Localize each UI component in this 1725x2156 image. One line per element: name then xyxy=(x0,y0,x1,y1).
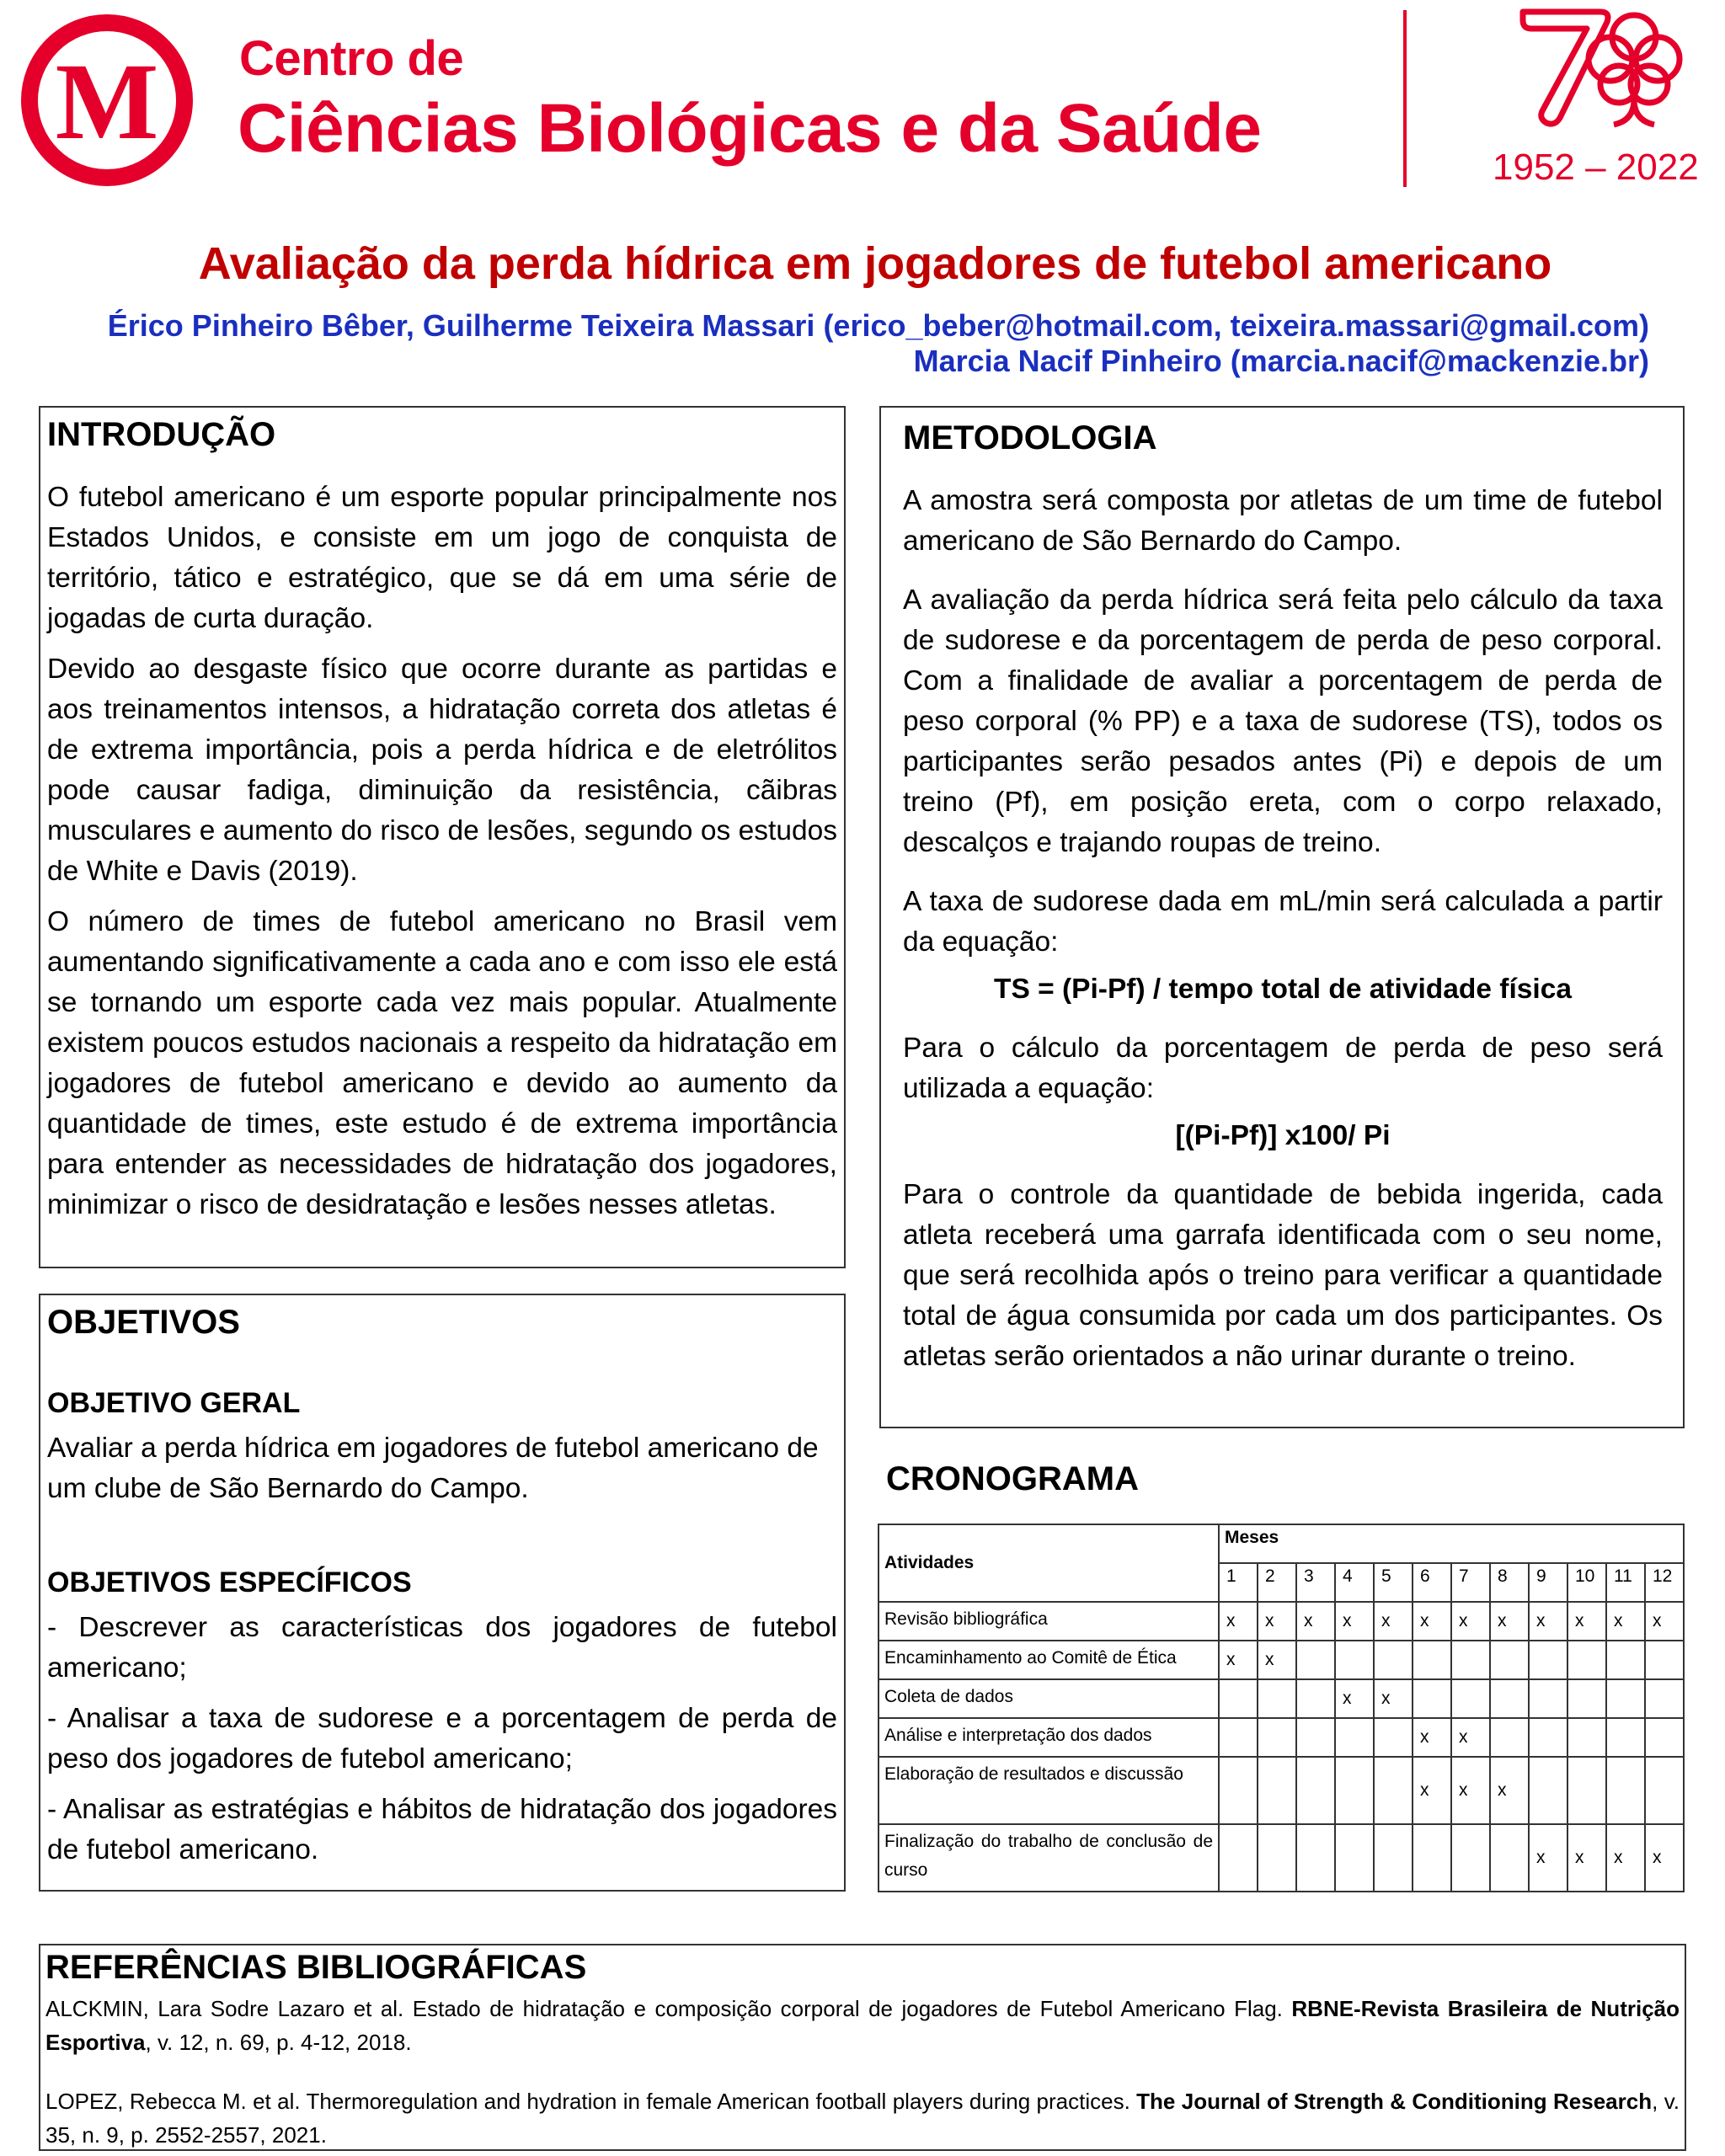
schedule-cell: x xyxy=(1219,1602,1258,1641)
introducao-paragraph: O futebol americano é um esporte popular principalmente nos Estados Unidos, e consiste em um jogo de conquista de território, tático e estratégico, que se dá em uma série de jogadas de curta duração. xyxy=(47,482,837,634)
reference-text: LOPEZ, Rebecca M. et al. Thermoregulation and hydration in female American football players during practices. xyxy=(45,2089,1137,2114)
metodologia-paragraph: Para o controle da quantidade de bebida ingerida, cada atleta receberá uma garrafa identificada com o seu nome, que será recolhida após o treino para verificar a quantidade total de água consumida por cada um dos participantes. Os atletas serão orientados a não urinar durante o treino. xyxy=(903,1179,1663,1372)
reference-item xyxy=(45,2084,1680,2152)
month-number: 4 xyxy=(1335,1563,1374,1602)
schedule-cell xyxy=(1258,1824,1296,1892)
cronograma-heading: CRONOGRAMA xyxy=(886,1460,1139,1497)
month-number: 10 xyxy=(1567,1563,1606,1602)
schedule-cell xyxy=(1374,1641,1413,1679)
schedule-cell: x xyxy=(1258,1602,1296,1641)
cronograma-row xyxy=(879,1757,1684,1824)
metodologia-paragraph: Para o cálculo da porcentagem de perda de peso será utilizada a equação: xyxy=(903,1033,1663,1104)
month-number: 2 xyxy=(1258,1563,1296,1602)
objetivo-geral-text: Avaliar a perda hídrica em jogadores de futebol americano de um clube de São Bernardo do Campo. xyxy=(47,1433,819,1504)
schedule-cell: x xyxy=(1374,1602,1413,1641)
reference-details: , v. 35, n. 9, p. 2552-2557, 2021. xyxy=(45,2089,1680,2148)
month-number: 7 xyxy=(1451,1563,1490,1602)
schedule-cell xyxy=(1645,1718,1684,1757)
schedule-cell: x xyxy=(1490,1757,1529,1824)
activities-header: Atividades xyxy=(879,1524,1219,1602)
objetivo-especifico-item: - Descrever as características dos jogadores de futebol americano; xyxy=(47,1612,837,1684)
schedule-cell: x xyxy=(1335,1679,1374,1718)
schedule-cell xyxy=(1413,1824,1451,1892)
schedule-cell xyxy=(1374,1824,1413,1892)
objetivo-especifico-item: - Analisar as estratégias e hábitos de hidratação dos jogadores de futebol americano. xyxy=(47,1794,837,1865)
metodologia-paragraph: A taxa de sudorese dada em mL/min será calculada a partir da equação: xyxy=(903,886,1663,958)
schedule-cell xyxy=(1296,1679,1335,1718)
schedule-cell: x xyxy=(1413,1757,1451,1824)
objetivos-section xyxy=(39,1294,846,1892)
logo-letter: M xyxy=(55,41,159,163)
schedule-cell xyxy=(1258,1679,1296,1718)
schedule-cell: x xyxy=(1413,1718,1451,1757)
poster-title: Avaliação da perda hídrica em jogadores de futebol americano xyxy=(198,238,1552,289)
schedule-cell: x xyxy=(1645,1824,1684,1892)
month-number: 6 xyxy=(1413,1563,1451,1602)
authors-line2: Marcia Nacif Pinheiro (marcia.nacif@mackenzie.br) xyxy=(913,344,1649,378)
introducao-paragraph: O número de times de futebol americano no Brasil vem aumentando significativamente a cada ano e com isso ele está se tornando um esporte cada vez mais popular. Atualmente existem poucos estudos nacionais a respeito da hidratação em jogadores de futebol americano e devido ao aumento da quantidade de times, este estudo é de extrema importância para entender as necessidades de hidratação dos jogadores, minimizar o risco de desidratação e lesões nesses atletas. xyxy=(47,906,837,1220)
schedule-cell: x xyxy=(1606,1824,1645,1892)
cronograma-row xyxy=(879,1718,1684,1757)
cronograma-row xyxy=(879,1679,1684,1718)
schedule-cell xyxy=(1490,1824,1529,1892)
schedule-cell: x xyxy=(1567,1824,1606,1892)
objetivo-geral-heading: OBJETIVO GERAL xyxy=(47,1387,301,1419)
reference-journal: RBNE-Revista Brasileira de Nutrição Esportiva xyxy=(45,1996,1680,2055)
schedule-cell xyxy=(1413,1641,1451,1679)
metodologia-paragraph: A amostra será composta por atletas de um time de futebol americano de São Bernardo do Campo. xyxy=(903,485,1663,557)
schedule-cell: x xyxy=(1258,1641,1296,1679)
institution-line2: Ciências Biológicas e da Saúde xyxy=(238,90,1262,167)
schedule-cell: x xyxy=(1219,1641,1258,1679)
schedule-cell xyxy=(1335,1641,1374,1679)
schedule-cell xyxy=(1451,1641,1490,1679)
activity-name: Finalização do trabalho de conclusão de curso xyxy=(879,1824,1219,1892)
schedule-cell xyxy=(1219,1757,1258,1824)
month-number: 1 xyxy=(1219,1563,1258,1602)
cronograma-row xyxy=(879,1641,1684,1679)
cronograma-row xyxy=(879,1602,1684,1641)
institution-line1: Centro de xyxy=(239,31,464,86)
objetivo-especifico-item: - Analisar a taxa de sudorese e a porcentagem de perda de peso dos jogadores de futebol americano; xyxy=(47,1703,837,1774)
schedule-cell xyxy=(1606,1757,1645,1824)
authors-line1: Érico Pinheiro Bêber, Guilherme Teixeira Massari (erico_beber@hotmail.com, teixeira.massari@gmail.com) xyxy=(107,308,1649,343)
weight-loss-equation: [(Pi-Pf)] x100/ Pi xyxy=(1175,1120,1391,1151)
schedule-cell xyxy=(1335,1718,1374,1757)
schedule-cell xyxy=(1529,1679,1567,1718)
schedule-cell xyxy=(1529,1641,1567,1679)
cronograma-row xyxy=(879,1824,1684,1892)
schedule-cell: x xyxy=(1451,1602,1490,1641)
schedule-cell xyxy=(1258,1718,1296,1757)
schedule-cell xyxy=(1296,1757,1335,1824)
activity-name: Elaboração de resultados e discussão xyxy=(879,1757,1219,1824)
schedule-cell xyxy=(1645,1757,1684,1824)
schedule-cell xyxy=(1567,1757,1606,1824)
referencias-heading: REFERÊNCIAS BIBLIOGRÁFICAS xyxy=(45,1949,587,1986)
schedule-cell: x xyxy=(1335,1602,1374,1641)
schedule-cell xyxy=(1413,1679,1451,1718)
schedule-cell xyxy=(1529,1718,1567,1757)
sweat-rate-equation: TS = (Pi-Pf) / tempo total de atividade física xyxy=(994,974,1572,1005)
schedule-cell xyxy=(1219,1718,1258,1757)
schedule-cell xyxy=(1606,1641,1645,1679)
mackenzie-logo-icon xyxy=(19,12,195,189)
schedule-cell xyxy=(1606,1679,1645,1718)
schedule-cell xyxy=(1567,1641,1606,1679)
reference-journal: The Journal of Strength & Conditioning Research xyxy=(1136,2089,1653,2114)
reference-text: ALCKMIN, Lara Sodre Lazaro et al. Estado de hidratação e composição corporal de jogadores de Futebol Americano Flag. xyxy=(45,1996,1292,2021)
referencias-section xyxy=(39,1944,1686,2151)
schedule-cell: x xyxy=(1413,1602,1451,1641)
schedule-cell xyxy=(1296,1641,1335,1679)
schedule-cell xyxy=(1296,1824,1335,1892)
schedule-cell: x xyxy=(1529,1602,1567,1641)
reference-item xyxy=(45,1992,1680,2059)
schedule-cell xyxy=(1606,1718,1645,1757)
schedule-cell xyxy=(1645,1679,1684,1718)
schedule-cell xyxy=(1374,1718,1413,1757)
schedule-cell: x xyxy=(1567,1602,1606,1641)
schedule-cell xyxy=(1490,1718,1529,1757)
metodologia-heading: METODOLOGIA xyxy=(903,419,1157,456)
schedule-cell: x xyxy=(1645,1602,1684,1641)
objetivos-heading: OBJETIVOS xyxy=(47,1304,240,1341)
metodologia-paragraph: A avaliação da perda hídrica será feita pelo cálculo da taxa de sudorese e da porcentagem de perda de peso corporal. Com a finalidade de avaliar a porcentagem de perda de peso corporal (% PP) e a taxa de sudorese (TS), todos os participantes serão pesados antes (Pi) e depois de um treino (Pf), em posição ereta, com o corpo relaxado, descalços e trajando roupas de treino. xyxy=(903,584,1663,858)
schedule-cell: x xyxy=(1606,1602,1645,1641)
schedule-cell: x xyxy=(1529,1824,1567,1892)
activity-name: Encaminhamento ao Comitê de Ética xyxy=(879,1641,1219,1679)
schedule-cell xyxy=(1451,1824,1490,1892)
month-number: 11 xyxy=(1606,1563,1645,1602)
schedule-cell xyxy=(1374,1757,1413,1824)
schedule-cell: x xyxy=(1490,1602,1529,1641)
schedule-cell xyxy=(1645,1641,1684,1679)
activity-name: Análise e interpretação dos dados xyxy=(879,1718,1219,1757)
schedule-cell xyxy=(1219,1824,1258,1892)
header-divider xyxy=(1403,10,1407,187)
schedule-cell xyxy=(1335,1757,1374,1824)
objetivos-especificos-heading: OBJETIVOS ESPECÍFICOS xyxy=(47,1566,412,1598)
month-number: 8 xyxy=(1490,1563,1529,1602)
anniversary-years: 1952 – 2022 xyxy=(1493,147,1699,188)
schedule-cell xyxy=(1567,1679,1606,1718)
reference-details: , v. 12, n. 69, p. 4-12, 2018. xyxy=(145,2030,412,2055)
month-number: 5 xyxy=(1374,1563,1413,1602)
introducao-heading: INTRODUÇÃO xyxy=(47,416,276,453)
metodologia-section xyxy=(879,406,1685,1428)
schedule-cell xyxy=(1335,1824,1374,1892)
cronograma-table xyxy=(878,1524,1685,1892)
introducao-paragraph: Devido ao desgaste físico que ocorre durante as partidas e aos treinamentos intensos, a hidratação correta dos atletas é de extrema importância, pois a perda hídrica e de eletrólitos pode causar fadiga, diminuição da resistência, cãibras musculares e aumento do risco de lesões, segundo os estudos de White e Davis (2019). xyxy=(47,654,837,887)
schedule-cell xyxy=(1296,1718,1335,1757)
schedule-cell xyxy=(1490,1641,1529,1679)
schedule-cell xyxy=(1219,1679,1258,1718)
seventy-years-logo-icon xyxy=(1516,7,1685,129)
months-header: Meses xyxy=(1219,1524,1684,1563)
activity-name: Revisão bibliográfica xyxy=(879,1602,1219,1641)
activity-name: Coleta de dados xyxy=(879,1679,1219,1718)
schedule-cell xyxy=(1490,1679,1529,1718)
schedule-cell xyxy=(1258,1757,1296,1824)
month-number: 12 xyxy=(1645,1563,1684,1602)
schedule-cell xyxy=(1567,1718,1606,1757)
schedule-cell: x xyxy=(1451,1718,1490,1757)
schedule-cell: x xyxy=(1451,1757,1490,1824)
schedule-cell: x xyxy=(1296,1602,1335,1641)
schedule-cell xyxy=(1529,1757,1567,1824)
month-number: 9 xyxy=(1529,1563,1567,1602)
introducao-section xyxy=(39,406,846,1268)
month-number: 3 xyxy=(1296,1563,1335,1602)
schedule-cell xyxy=(1451,1679,1490,1718)
schedule-cell: x xyxy=(1374,1679,1413,1718)
